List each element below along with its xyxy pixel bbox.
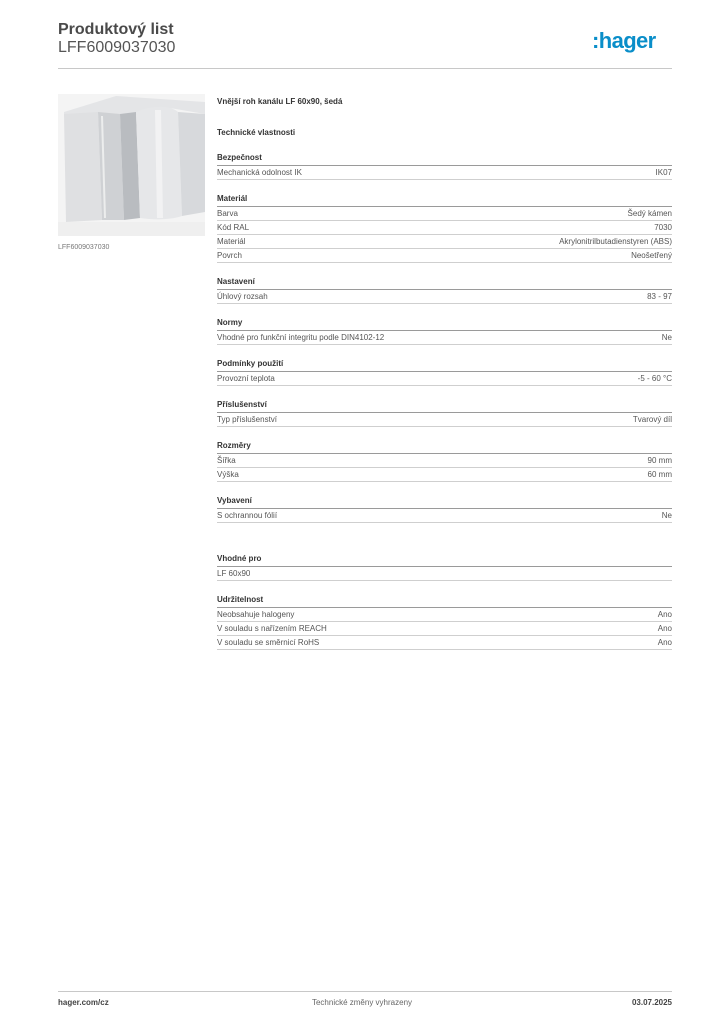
spec-label: V souladu se směrnicí RoHS — [217, 638, 320, 647]
page-title: Produktový list — [58, 21, 174, 38]
spec-row — [217, 221, 672, 235]
hager-logo[interactable]: :hager — [592, 28, 656, 53]
spec-section — [217, 317, 672, 345]
spec-row — [217, 622, 672, 636]
spec-row — [217, 608, 672, 622]
spec-value: Akrylonitrilbutadienstyren (ABS) — [559, 237, 672, 246]
product-code: LFF6009037030 — [58, 39, 176, 56]
spec-section — [217, 553, 672, 581]
spec-value: 7030 — [654, 223, 672, 232]
spec-section — [217, 495, 672, 523]
spec-section-title: Nastavení — [217, 276, 672, 290]
spec-label: V souladu s nařízením REACH — [217, 624, 327, 633]
specifications — [217, 96, 672, 523]
spec-row — [217, 235, 672, 249]
spec-row — [217, 166, 672, 180]
spec-section — [217, 440, 672, 482]
spec-value: Tvarový díl — [632, 415, 672, 424]
spec-label: Barva — [217, 209, 238, 218]
spec-section-title: Bezpečnost — [217, 152, 672, 166]
spec-row — [217, 249, 672, 263]
spec-row — [217, 207, 672, 221]
spec-row — [217, 454, 672, 468]
spec-row — [217, 413, 672, 427]
spec-value: Šedý kámen — [627, 209, 672, 218]
product-image — [58, 94, 205, 236]
spec-row — [217, 468, 672, 482]
spec-value: Ne — [661, 333, 672, 342]
spec-row — [217, 509, 672, 523]
footer-website-link[interactable]: hager.com/cz — [58, 998, 109, 1007]
spec-label: Povrch — [217, 251, 242, 260]
spec-value: -5 - 60 °C — [637, 374, 672, 383]
spec-section — [217, 399, 672, 427]
spec-section-title: Příslušenství — [217, 399, 672, 413]
spec-section — [217, 276, 672, 304]
spec-section-title: Normy — [217, 317, 672, 331]
spec-section-title: Rozměry — [217, 440, 672, 454]
spec-value: Ano — [657, 638, 672, 647]
spec-value: IK07 — [655, 168, 672, 177]
spec-label: Šířka — [217, 456, 236, 465]
spec-value: Ano — [657, 624, 672, 633]
spec-value: 60 mm — [647, 470, 672, 479]
spec-value: Ano — [657, 610, 672, 619]
product-name: Vnější roh kanálu LF 60x90, šedá — [217, 97, 343, 106]
spec-row — [217, 372, 672, 386]
spec-value: 83 - 97 — [647, 292, 672, 301]
spec-section-title: Udržitelnost — [217, 594, 672, 608]
spec-label: Úhlový rozsah — [217, 292, 268, 301]
spec-row — [217, 331, 672, 345]
spec-section-title: Materiál — [217, 193, 672, 207]
technical-properties-heading: Technické vlastnosti — [217, 128, 296, 137]
spec-section — [217, 594, 672, 650]
spec-label: Vhodné pro funkční integritu podle DIN4102-12 — [217, 333, 385, 342]
spec-label: Materiál — [217, 237, 246, 246]
footer-disclaimer: Technické změny vyhrazeny — [311, 998, 413, 1007]
spec-value: 90 mm — [647, 456, 672, 465]
spec-section-title: Vybavení — [217, 495, 672, 509]
spec-row — [217, 567, 672, 581]
spec-value: Neošetřený — [631, 251, 672, 260]
spec-value: Ne — [661, 511, 672, 520]
spec-label: Typ příslušenství — [217, 415, 278, 424]
spec-section — [217, 358, 672, 386]
spec-section-title: Vhodné pro — [217, 553, 672, 567]
spec-label: LF 60x90 — [217, 569, 251, 578]
spec-label: Mechanická odolnost IK — [217, 168, 302, 177]
spec-label: Provozní teplota — [217, 374, 275, 383]
additional-info — [217, 540, 672, 650]
spec-label: Výška — [217, 470, 239, 479]
spec-label: Neobsahuje halogeny — [217, 610, 295, 619]
footer-divider — [58, 991, 672, 992]
spec-label: S ochrannou fólií — [217, 511, 278, 520]
spec-row — [217, 290, 672, 304]
spec-section-title: Podmínky použití — [217, 358, 672, 372]
spec-section — [217, 152, 672, 180]
spec-row — [217, 636, 672, 650]
image-caption: LFF6009037030 — [58, 244, 110, 251]
header-divider — [58, 68, 672, 69]
cable-duct-corner-image — [58, 94, 205, 236]
spec-section — [217, 193, 672, 263]
spec-label: Kód RAL — [217, 223, 250, 232]
footer-date: 03.07.2025 — [631, 998, 672, 1007]
